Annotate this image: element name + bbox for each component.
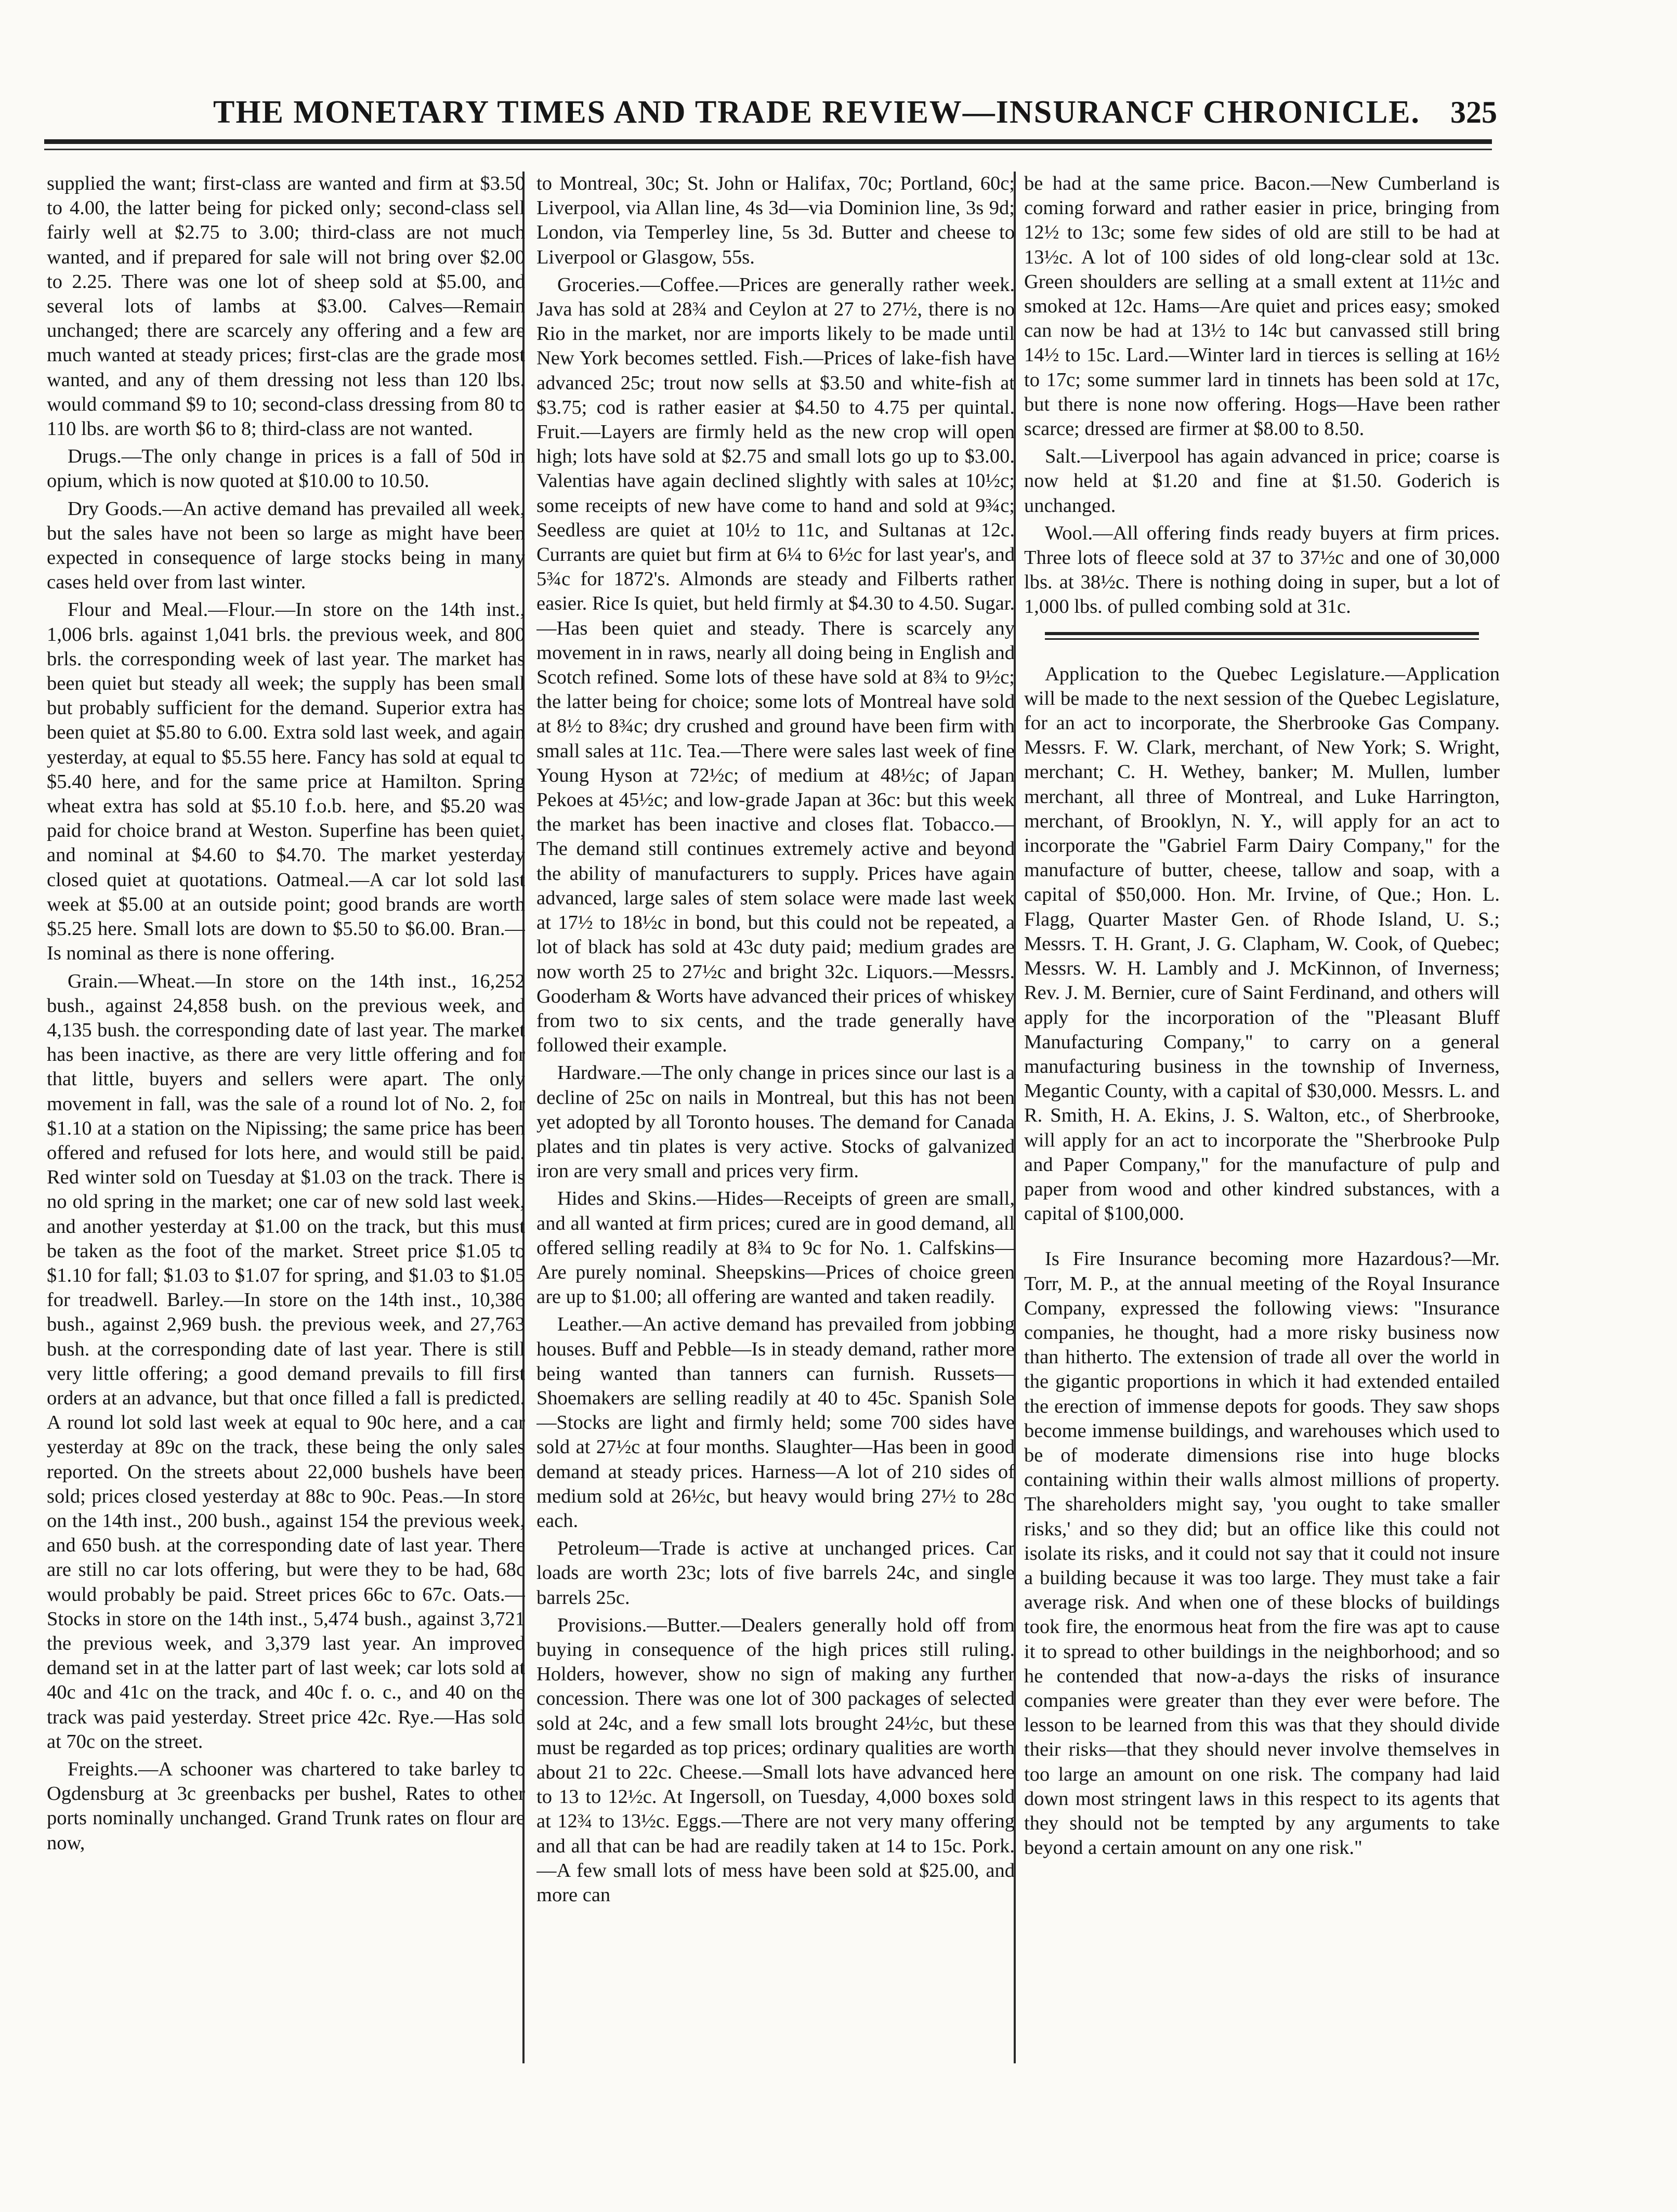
paragraph-wool: Wool.—All offering finds ready buyers at firm prices. Three lots of fleece sold at 37 to 37½c and one of 30,000 lbs. at 38½c. There is nothing doing in super, but a lot of 1,000 lbs. of pulled combing sold at 31c. <box>1024 522 1500 618</box>
paragraph-flour-and-meal: Flour and Meal.—Flour.—In store on the 14th inst., 1,006 brls. against 1,041 brls. the previous week, and 800 brls. the corresponding week of last year. The market has been quiet but steady all week; the supply has been small but probably sufficient for the demand. Superior extra has been quiet at $5.80 to 6.00. Extra sold last week, and again yesterday, at equal to $5.55 here. Fancy has sold at equal to $5.40 here, and for the same price at Hamilton. Spring wheat extra has sold at $5.10 f.o.b. here, and $5.20 was paid for choice brand at Weston. Superfine has been quiet, and nominal at $4.60 to $4.70. The market yesterday closed quiet at quotations. Oatmeal.—A car lot sold last week at $5.00 at an outside point; good brands are worth $5.25 here. Small lots are down to $5.50 to $6.00. Bran.—Is nominal as there is none offering. <box>47 599 525 965</box>
paragraph-hardware: Hardware.—The only change in prices since our last is a decline of 25c on nails in Montreal, but this has not been yet adopted by all Toronto houses. The demand for Canada plates and tin plates is very active. Stocks of galvanized iron are very small and prices very firm. <box>536 1062 1015 1182</box>
paragraph-petroleum: Petroleum—Trade is active at unchanged prices. Car loads are worth 23c; lots of five barrels 24c, and single barrels 25c. <box>536 1537 1015 1609</box>
page-header <box>78 87 1497 137</box>
paragraph-drugs: Drugs.—The only change in prices is a fall of 50d in opium, which is now quoted at $10.00 to 10.50. <box>47 445 525 492</box>
column-2 <box>536 172 1015 2079</box>
header-rule-thin <box>44 149 1492 150</box>
page-number: 325 <box>1450 95 1497 129</box>
paragraph-leather: Leather.—An active demand has prevailed from jobbing houses. Buff and Pebble—Is in steady demand, rather more being wanted than tanners can furnish. Russets—Shoemakers are selling readily at 40 to 45c. Spanish Sole—Stocks are light and firmly held; some 700 sides have sold at 27½c at four months. Slaughter—Has been in good demand at steady prices. Harness—A lot of 210 sides of medium sold at 26½c, but heavy would bring 27½ to 28c each. <box>536 1313 1015 1532</box>
paragraph-hides-and-skins: Hides and Skins.—Hides—Receipts of green are small, and all wanted at firm prices; cured are in good demand, all offered selling readily at 8¾ to 9c for No. 1. Calfskins—Are purely nominal. Sheepskins—Prices of choice green are up to $1.00; all offering are wanted and taken readily. <box>536 1188 1015 1308</box>
paragraph-quebec-legislature: Application to the Quebec Legislature.—Application will be made to the next session of the Quebec Legislature, for an act to incorporate, the Sherbrooke Gas Company. Messrs. F. W. Clark, merchant, of New York; S. Wright, merchant; C. H. Wethey, banker; M. Mullen, lumber merchant, all three of Montreal, and Luke Harrington, merchant, of Brooklyn, N. Y., will apply for an act to incorporate the "Gabriel Farm Dairy Company," for the manufacture of butter, cheese, tallow and soap, with a capital of $50,000. Hon. Mr. Irvine, of Que.; Hon. L. Flagg, Quarter Master Gen. of Rhode Island, U. S.; Messrs. T. H. Grant, J. G. Clapham, W. Cook, of Quebec; Messrs. W. H. Lambly and J. McKinnon, of Inverness; Rev. J. M. Bernier, cure of Saint Ferdinand, and others will apply for the incorporation of the "Pleasant Bluff Manufacturing Company," to carry on a general manufacturing business in the township of Inverness, Megantic County, with a capital of $30,000. Messrs. L. and R. Smith, H. A. Ekins, J. S. Walton, etc., of Sherbrooke, will apply for an act to incorporate the "Sherbrooke Pulp and Paper Company," for the manufacture of pulp and paper from wood and other kindred substances, with a capital of $100,000. <box>1024 663 1500 1225</box>
paragraph-freights: Freights.—A schooner was chartered to take barley to Ogdensburg at 3c greenbacks per bushel, Rates to other ports nominally unchanged. Grand Trunk rates on flour are now, <box>47 1758 525 1854</box>
section-rule <box>1024 629 1500 644</box>
paragraph-provisions: Provisions.—Butter.—Dealers generally hold off from buying in consequence of the high prices still ruling. Holders, however, show no sign of making any further concession. There was one lot of 300 packages of selected sold at 24c, and a few small lots brought 24½c, but these must be regarded as top prices; ordinary qualities are worth about 21 to 22c. Cheese.—Small lots have advanced here to 13 to 12½c. At Ingersoll, on Tuesday, 4,000 boxes sold at 12¾ to 13½c. Eggs.—There are not very many offering and all that can be had are readily taken at 14 to 15c. Pork.—A few small lots of mess have been sold at $25.00, and more can <box>536 1614 1015 1906</box>
paragraph-grain: Grain.—Wheat.—In store on the 14th inst., 16,252 bush., against 24,858 bush. on the previous week, and 4,135 bush. the corresponding date of last year. The market has been inactive, as there are very little offering and for that little, buyers and sellers were apart. The only movement in fall, was the sale of a round lot of No. 2, for $1.10 at a station on the Nipissing; the same price has been offered and refused for lots here, and would still be paid. Red winter sold on Tuesday at $1.03 on the track. There is no old spring in the market; one car of new sold last week, and another yesterday at $1.00 on the track, but this must be taken as the foot of the market. Street price $1.05 to $1.10 for fall; $1.03 to $1.07 for spring, and $1.03 to $1.05 for treadwell. Barley.—In store on the 14th inst., 10,386 bush., against 2,969 bush. the previous week, and 27,763 bush. at the corresponding date of last year. There is still very little offering; a good demand prevails to fill first orders at an advance, but that once filled a fall is predicted. A round lot sold last week at equal to 90c here, and a car yesterday at 89c on the track, these being the only sales reported. On the streets about 22,000 bushels have been sold; prices closed yesterday at 88c to 90c. Peas.—In store on the 14th inst., 200 bush., against 154 the previous week, and 650 bush. at the corresponding date of last year. There are still no car lots offering, but were they to be had, 68c would probably be paid. Street prices 66c to 67c. Oats.—Stocks in store on the 14th inst., 5,474 bush., against 3,721 the previous week, and 3,379 last year. An improved demand set in at the latter part of last week; car lots sold at 40c and 41c on the track, and 40c f. o. c., and 40 on the track was paid yesterday. Street price 42c. Rye.—Has sold at 70c on the street. <box>47 970 525 1753</box>
header-rule-thick <box>44 139 1492 144</box>
column-1 <box>47 172 525 2079</box>
paragraph-cattle-continued: supplied the want; first-class are wanted and firm at $3.50 to 4.00, the latter being for picked only; second-class sell fairly well at $2.75 to 3.00; third-class are not much wanted, and if prepared for sale will not bring over $2.00 to 2.25. There was one lot of sheep sold at $5.00, and several lots of lambs at $3.00. Calves—Remain unchanged; there are scarcely any offering and a few are much wanted at steady prices; first-clas are the grade most wanted, and any of them dressing not less than 120 lbs. would command $9 to 10; second-class dressing from 80 to 110 lbs. are worth $6 to 8; third-class are not wanted. <box>47 173 525 440</box>
paragraph-fire-insurance: Is Fire Insurance becoming more Hazardous?—Mr. Torr, M. P., at the annual meeting of the Royal Insurance Company, expressed the following views: "Insurance companies, he thought, had a more risky business now than hitherto. The extension of trade all over the world in the gigantic proportions in which it had extended entailed the erection of immense depots for goods. They saw shops become immense buildings, and warehouses which used to be of moderate dimensions rise into huge blocks containing within their walls almost millions of property. The shareholders might say, 'you ought to take smaller risks,' and so they did; but an office like this could not isolate its risks, and it could not say that it could not insure a building because it was too large. They must take a fair average risk. And when one of these blocks of buildings took fire, the enormous heat from the fire was apt to cause it to spread to other buildings in the neighborhood; and so he contended that now-a-days the risks of insurance companies were greater than they ever were before. The lesson to be learned from this was that they should divide their risks—that they should never involve themselves in too large an amount on one risk. The company had laid down most stringent laws in this respect to its agents that they should not be tempted by any arguments to take beyond a certain amount on any one risk." <box>1024 1248 1500 1859</box>
paragraph-provisions-continued: be had at the same price. Bacon.—New Cumberland is coming forward and rather easier in price, bringing from 12½ to 13c; some few sides of old are still to be had at 13½c. A lot of 100 sides of old long-clear sold at 13c. Green shoulders are selling at a small extent at 11½c and smoked at 12c. Hams—Are quiet and prices easy; smoked can now be had at 13½ to 14c but canvassed still bring 14½ to 15c. Lard.—Winter lard in tierces is selling at 16½ to 17c; some summer lard in tinnets has been sold at 17c, but there is none now offering. Hogs—Have been rather scarce; dressed are firmer at $8.00 to 8.50. <box>1024 173 1500 440</box>
paragraph-salt: Salt.—Liverpool has again advanced in price; coarse is now held at $1.20 and fine at $1.50. Goderich is unchanged. <box>1024 445 1500 517</box>
paragraph-dry-goods: Dry Goods.—An active demand has prevailed all week, but the sales have not been so large as might have been expected in consequence of large stocks being in many cases held over from last winter. <box>47 497 525 594</box>
paragraph-groceries: Groceries.—Coffee.—Prices are generally rather week. Java has sold at 28¾ and Ceylon at 27 to 27½, there is no Rio in the market, nor are imports likely to be made until New York becomes settled. Fish.—Prices of lake-fish have advanced 25c; trout now sells at $3.50 and white-fish at $3.75; cod is rather easier at $4.50 to 4.75 per quintal. Fruit.—Layers are firmly held as the new crop will open high; lots have sold at $2.75 and small lots go up to $3.00. Valentias have again declined slightly with sales at 10½c; some receipts of new have come to hand and sold at 9¾c; Seedless are quiet at 10½ to 11c, and Sultanas at 12c. Currants are quiet but firm at 6¼ to 6½c for last year's, and 5¾c for 1872's. Almonds are steady and Filberts rather easier. Rice Is quiet, but held firmly at $4.30 to 4.50. Sugar.—Has been quiet and steady. There is scarcely any movement in in raws, nearly all doing being in English and Scotch refined. Some lots of these have sold at 8¾ to 9½c; the latter being for choice; some lots of Montreal have sold at 8½ to 8¾c; dry crushed and ground have been firm with small sales at 11c. Tea.—There were sales last week of fine Young Hyson at 72½c; of medium at 48½c; of Japan Pekoes at 45½c; and low-grade Japan at 36c: but this week the market has been inactive and closes flat. Tobacco.—The demand still continues extremely active and beyond the ability of manufacturers to supply. Prices have again advanced, large sales of stem solace were made last week at 17½ to 18½c in bond, but this could not be repeated, a lot of black has sold at 43c duty paid; medium grades are now worth 25 to 27½c and bright 32c. Liquors.—Messrs. Gooderham & Worts have advanced their prices of whiskey from two to six cents, and the trade generally have followed their example. <box>536 273 1015 1057</box>
paragraph-freights-continued: to Montreal, 30c; St. John or Halifax, 70c; Portland, 60c; Liverpool, via Allan line, 4s 3d—via Dominion line, 3s 9d; London, via Temperley line, 5s 3d. Butter and cheese to Liverpool or Glasgow, 55s. <box>536 173 1015 268</box>
masthead-title: THE MONETARY TIMES AND TRADE REVIEW—INSURANCF CHRONICLE. <box>213 95 1421 130</box>
column-3 <box>1024 172 1500 2079</box>
